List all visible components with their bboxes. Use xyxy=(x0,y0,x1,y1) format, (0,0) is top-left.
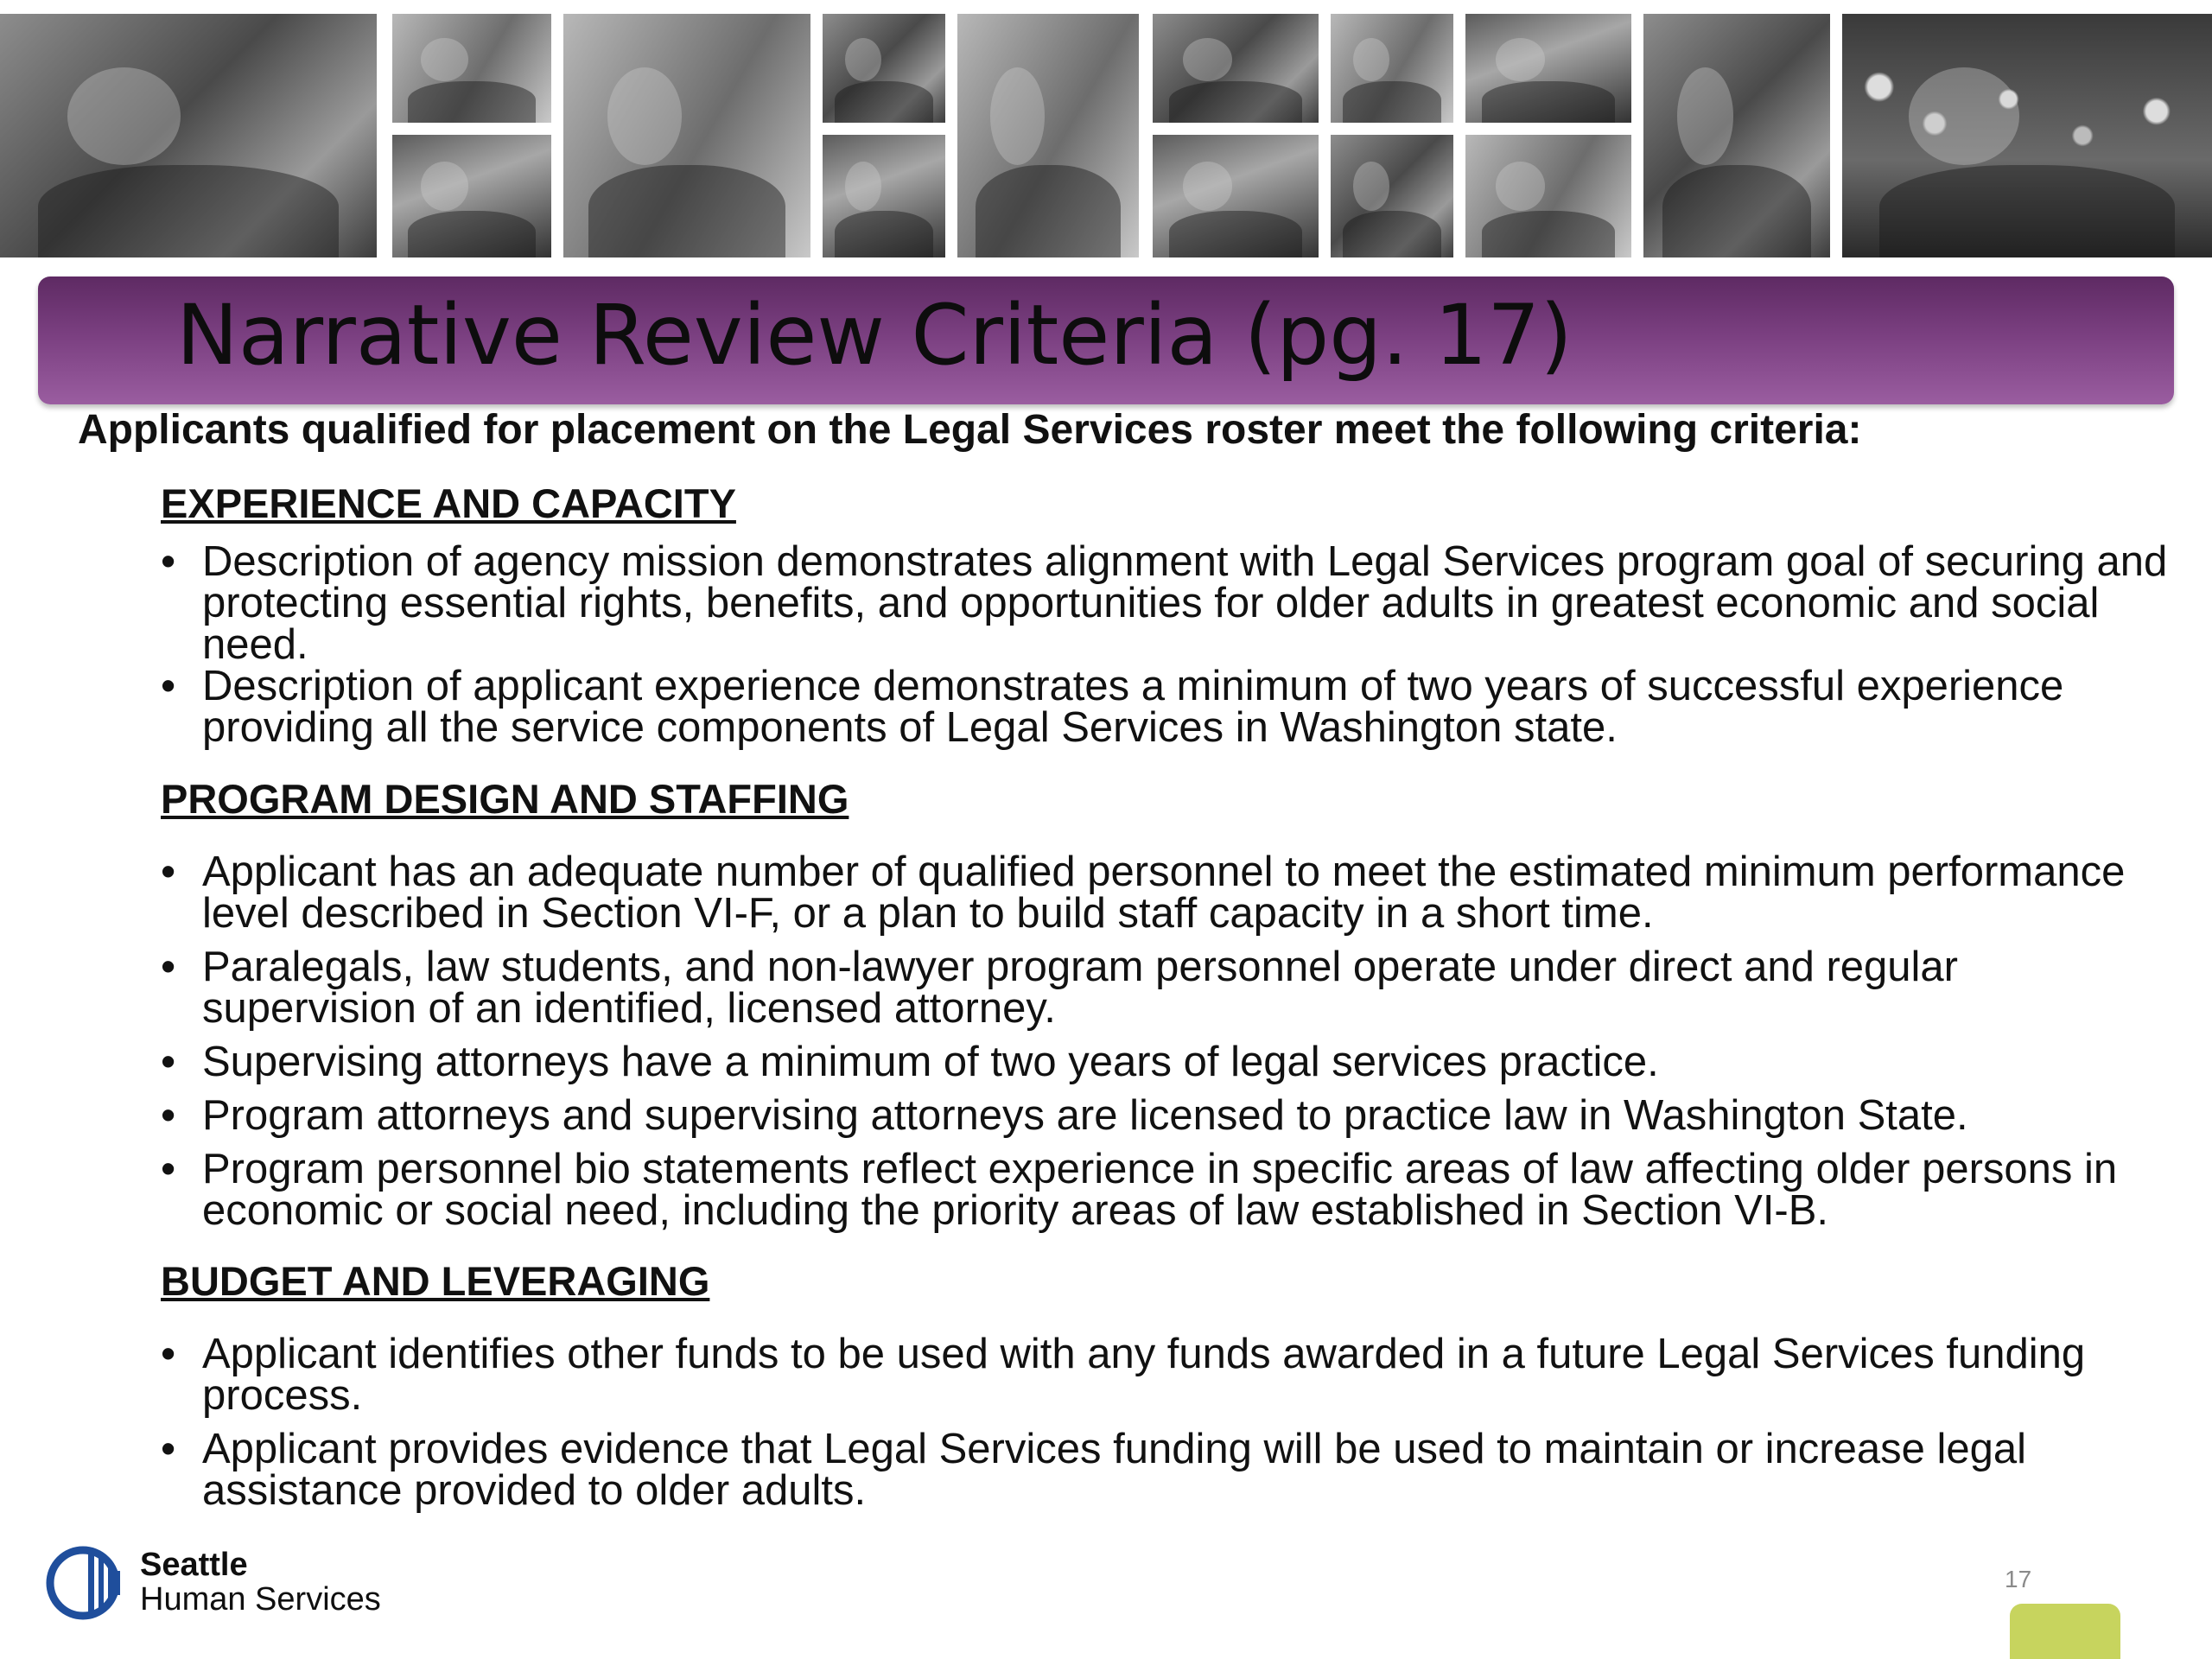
bullet-item: • Description of agency mission demonstrates alignment with Legal Services program goal of securing and protecting essential rights, benefits, and opportunities for older adults in greatest economic and social need. xyxy=(161,538,2168,668)
city-seal-icon xyxy=(43,1543,126,1623)
photo-crowd-graduation xyxy=(1842,14,2212,257)
bullet-list-program-design xyxy=(161,849,2183,1234)
photo-children-drawing xyxy=(392,14,551,123)
section-heading-program-design: PROGRAM DESIGN AND STAFFING xyxy=(161,776,849,822)
bullet-list-experience xyxy=(161,538,2183,751)
bullet-item: • Applicant provides evidence that Legal Services funding will be used to maintain or increase legal assistance provided to older adults. xyxy=(161,1426,2026,1514)
photo-women-with-poster xyxy=(563,14,810,257)
bullet-item: • Supervising attorneys have a minimum of two years of legal services practice. xyxy=(161,1039,1659,1085)
title-band xyxy=(38,276,2174,404)
bullet-item: • Program personnel bio statements reflect experience in specific areas of law affecting older persons in economic or social need, including the priority areas of law established in Section VI-B. xyxy=(161,1146,2118,1234)
photo-family-group xyxy=(0,14,377,257)
photo-children-lying xyxy=(823,14,945,123)
photo-food-pantry xyxy=(1643,14,1830,257)
logo-line-human-services: Human Services xyxy=(140,1581,381,1618)
bullet-glyph: • xyxy=(161,1039,176,1085)
corner-accent-tab xyxy=(2010,1604,2120,1659)
section-heading-experience: EXPERIENCE AND CAPACITY xyxy=(161,480,736,526)
photo-collage-strip xyxy=(0,0,2212,259)
bullet-glyph: • xyxy=(161,1092,176,1139)
photo-man-working xyxy=(1465,135,1631,257)
bullet-glyph: • xyxy=(161,663,176,709)
bullet-glyph: • xyxy=(161,1426,176,1472)
bullet-item: • Paralegals, law students, and non-lawyer program personnel operate under direct and regular supervision of an identified, licensed attorney. xyxy=(161,944,1958,1032)
section-heading-budget: BUDGET AND LEVERAGING xyxy=(161,1258,710,1304)
bullet-item: • Program attorneys and supervising attorneys are licensed to practice law in Washington State. xyxy=(161,1092,1968,1139)
bullet-item: • Description of applicant experience demonstrates a minimum of two years of successful experience providing all the service components of Legal Services in Washington state. xyxy=(161,663,2064,751)
intro-statement: Applicants qualified for placement on the Legal Services roster meet the following criteria: xyxy=(78,407,1862,453)
slide-title: Narrative Review Criteria (pg. 17) xyxy=(176,287,1573,384)
bullet-item: • Applicant identifies other funds to be used with any funds awarded in a future Legal Services funding process. xyxy=(161,1331,2086,1419)
photo-woman-with-baby xyxy=(957,14,1139,257)
photo-elderly-women xyxy=(1331,14,1453,123)
photo-children-computer xyxy=(392,135,551,257)
bullet-glyph: • xyxy=(161,1331,176,1377)
page-number: 17 xyxy=(2005,1566,2032,1592)
photo-couple xyxy=(1331,135,1453,257)
photo-woman-portrait xyxy=(1465,14,1631,123)
photo-child-hat xyxy=(823,135,945,257)
bullet-list-budget xyxy=(161,1331,2183,1514)
seattle-human-services-logo xyxy=(43,1540,389,1626)
logo-line-seattle: Seattle xyxy=(140,1547,248,1583)
photo-women-smiling xyxy=(1153,135,1319,257)
bullet-glyph: • xyxy=(161,849,176,895)
bullet-item: • Applicant has an adequate number of qualified personnel to meet the estimated minimum performance level described in Section VI-F, or a plan to build staff capacity in a short time. xyxy=(161,849,2126,937)
bullet-glyph: • xyxy=(161,538,176,585)
bullet-glyph: • xyxy=(161,944,176,990)
bullet-glyph: • xyxy=(161,1146,176,1192)
photo-group-table xyxy=(1153,14,1319,123)
